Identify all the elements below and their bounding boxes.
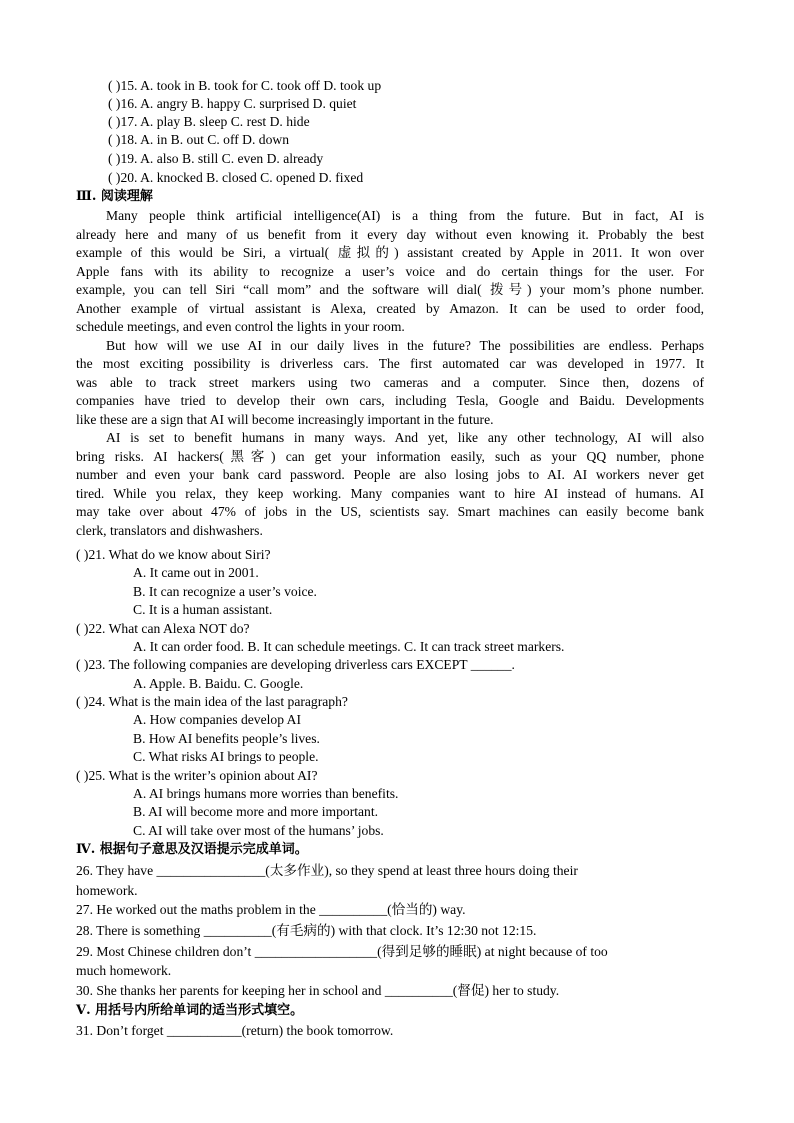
question-25-option-a: A. AI brings humans more worries than benefits.	[133, 786, 399, 801]
fill-item-text: 31. Don’t forget	[76, 1023, 167, 1038]
fill-item-27	[76, 901, 466, 919]
question-25-option-c: C. AI will take over most of the humans’ jobs.	[133, 823, 384, 838]
question-23-stem: ( )23. The following companies are developing driverless cars EXCEPT ______.	[76, 657, 515, 672]
question-24-option-a: A. How companies develop AI	[133, 712, 301, 727]
answer-blank-27[interactable]: __________	[319, 902, 388, 917]
question-25-stem: ( )25. What is the writer’s opinion about AI?	[76, 768, 318, 783]
fill-item-text: 27. He worked out the maths problem in the	[76, 902, 320, 917]
fill-item-text: 26. They have	[76, 863, 157, 878]
fill-item-hint: (得到足够的睡眠) at night because of too	[377, 944, 608, 959]
fill-item-26	[76, 862, 578, 880]
passage-line: companies have tried to develop their own cars, including Tesla, Google and Baidu. Developments	[76, 393, 704, 408]
cloze-item-19: ( )19. A. also B. still C. even D. already	[108, 151, 324, 166]
answer-blank-30[interactable]: __________	[384, 983, 453, 998]
cloze-item-18: ( )18. A. in B. out C. off D. down	[108, 132, 289, 147]
cloze-item-20: ( )20. A. knocked B. closed C. opened D. fixed	[108, 170, 364, 185]
answer-blank-28[interactable]: __________	[203, 923, 272, 938]
question-24-option-c: C. What risks AI brings to people.	[133, 749, 319, 764]
question-24-option-b: B. How AI benefits people’s lives.	[133, 731, 320, 746]
section-5-heading: Ⅴ. 用括号内所给单词的适当形式填空。	[76, 1003, 304, 1018]
section-3-heading: Ⅲ. 阅读理解	[76, 189, 153, 204]
answer-blank-26[interactable]: ________________	[156, 863, 266, 878]
question-25-option-b: B. AI will become more and more important.	[133, 804, 379, 819]
passage-line: example, you can tell Siri “call mom” and the software will dial( 拨号) your mom’s phone number.	[76, 282, 704, 297]
fill-item-29-continued: much homework.	[76, 963, 172, 978]
passage-line: may take over about 47% of jobs in the US, scientists say. Smart machines can easily become bank	[76, 504, 704, 519]
question-21-stem: ( )21. What do we know about Siri?	[76, 547, 271, 562]
passage-line: bring risks. AI hackers(黑客) can get your information easily, such as your QQ number, phone	[76, 448, 704, 464]
passage-line: tired. While you relax, they keep working. Many companies want to hire AI instead of humans. AI	[76, 485, 704, 501]
passage-line: schedule meetings, and even control the lights in your room.	[76, 319, 405, 334]
question-21-option-b: B. It can recognize a user’s voice.	[133, 584, 317, 599]
passage-line: the most exciting possibility is driverless cars. The first automated car was developed in 1977. It	[76, 356, 704, 371]
fill-item-31	[76, 1022, 393, 1040]
answer-blank-29[interactable]: __________________	[254, 944, 378, 959]
cloze-item-15: ( )15. A. took in B. took for C. took off D. took up	[108, 78, 382, 93]
reading-passage	[76, 207, 704, 540]
fill-item-hint: (return) the book tomorrow.	[241, 1023, 394, 1038]
question-21-option-c: C. It is a human assistant.	[133, 602, 273, 617]
passage-line: Another example of virtual assistant is Alexa, created by Amazon. It can be used to order food,	[76, 300, 704, 316]
passage-line: AI is set to benefit humans in many ways. And yet, like any other technology, AI will also	[106, 430, 704, 445]
question-24-stem: ( )24. What is the main idea of the last paragraph?	[76, 694, 348, 709]
cloze-item-17: ( )17. A. play B. sleep C. rest D. hide	[108, 114, 310, 129]
passage-line: number and even your bank card password. People are also losing jobs to AI. AI workers never get	[76, 467, 704, 482]
question-22-options: A. It can order food. B. It can schedule meetings. C. It can track street markers.	[133, 639, 565, 654]
passage-line: already here and many of us benefit from it every day without even knowing it. Probably the best	[76, 226, 704, 242]
fill-item-hint: (有毛病的) with that clock. It’s 12:30 not 12:15.	[271, 923, 537, 938]
fill-item-hint: (督促) her to study.	[452, 983, 560, 998]
passage-line: example of this would be Siri, a virtual( 虚拟的) assistant created by Apple in 2011. It won over	[76, 245, 704, 260]
passage-line: Apple fans with its ability to recognize a user’s voice and do certain things for the user. For	[76, 263, 704, 279]
passage-line: But how will we use AI in our daily lives in the future? The possibilities are endless. Perhaps	[106, 337, 704, 353]
section-4-heading: Ⅳ. 根据句子意思及汉语提示完成单词。	[76, 842, 308, 857]
cloze-item-16: ( )16. A. angry B. happy C. surprised D. quiet	[108, 96, 357, 111]
question-21-option-a: A. It came out in 2001.	[133, 565, 259, 580]
fill-item-text: 28. There is something	[76, 923, 204, 938]
fill-item-hint: (太多作业), so they spend at least three hours doing their	[265, 863, 578, 878]
fill-item-text: 30. She thanks her parents for keeping her in school and	[76, 983, 385, 998]
answer-blank-31[interactable]: ___________	[166, 1023, 242, 1038]
passage-line: Many people think artificial intelligence(AI) is a thing from the future. But in fact, AI is	[106, 208, 704, 223]
question-22-stem: ( )22. What can Alexa NOT do?	[76, 621, 250, 636]
fill-item-30	[76, 982, 559, 1000]
passage-line: like these are a sign that AI will become increasingly important in the future.	[76, 411, 494, 427]
fill-item-28	[76, 922, 536, 940]
fill-item-29	[76, 943, 608, 961]
question-23-options: A. Apple. B. Baidu. C. Google.	[133, 676, 304, 691]
fill-item-hint: (恰当的) way.	[387, 902, 466, 917]
passage-line: clerk, translators and dishwashers.	[76, 522, 263, 538]
fill-item-text: 29. Most Chinese children don’t	[76, 944, 255, 959]
fill-item-26-continued: homework.	[76, 883, 138, 898]
passage-line: was able to track street markers using two cameras and a computer. Since then, dozens of	[76, 374, 704, 390]
